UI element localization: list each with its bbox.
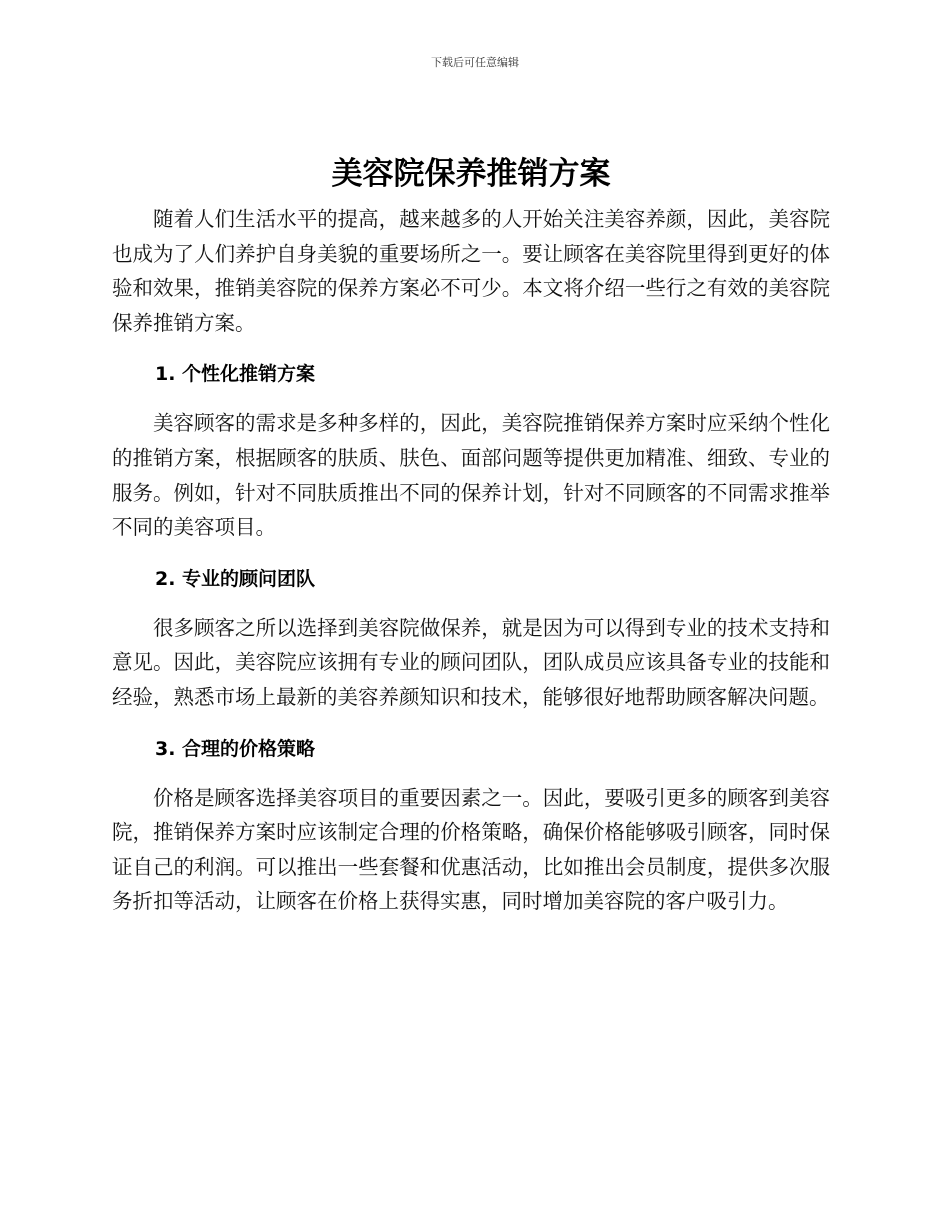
section-heading-personalized: 1. 个性化推销方案 [155, 363, 316, 386]
section-body-pricing: 价格是顾客选择美容项目的重要因素之一。因此，要吸引更多的顾客到美容院，推销保养方案时应该制定合理的价格策略，确保价格能够吸引顾客，同时保证自己的利润。可以推出一些套餐和优惠活动，比如推出会员制度，提供多次服务折扣等活动，让顾客在价格上获得实惠，同时增加美容院的客户吸引力。 [112, 785, 830, 914]
document-title: 美容院保养推销方案 [331, 156, 611, 192]
intro-paragraph: 随着人们生活水平的提高，越来越多的人开始关注美容养颜，因此，美容院也成为了人们养护自身美貌的重要场所之一。要让顾客在美容院里得到更好的体验和效果，推销美容院的保养方案必不可少。本文将介绍一些行之有效的美容院保养推销方案。 [112, 207, 830, 335]
section-body-personalized: 美容顾客的需求是多种多样的，因此，美容院推销保养方案时应采纳个性化的推销方案，根据顾客的肤质、肤色、面部问题等提供更加精准、细致、专业的服务。例如，针对不同肤质推出不同的保养计划，针对不同顾客的不同需求推举不同的美容项目。 [112, 411, 830, 540]
document-body [112, 152, 830, 919]
section-body-consultant-team: 很多顾客之所以选择到美容院做保养，就是因为可以得到专业的技术支持和意见。因此，美容院应该拥有专业的顾问团队，团队成员应该具备专业的技能和经验，熟悉市场上最新的美容养颜知识和技术，能够很好地帮助顾客解决问题。 [112, 615, 830, 709]
page-header-note: 下载后可任意编辑 [431, 56, 519, 69]
section-heading-consultant-team: 2. 专业的顾问团队 [155, 567, 316, 590]
section-heading-pricing: 3. 合理的价格策略 [155, 737, 316, 760]
